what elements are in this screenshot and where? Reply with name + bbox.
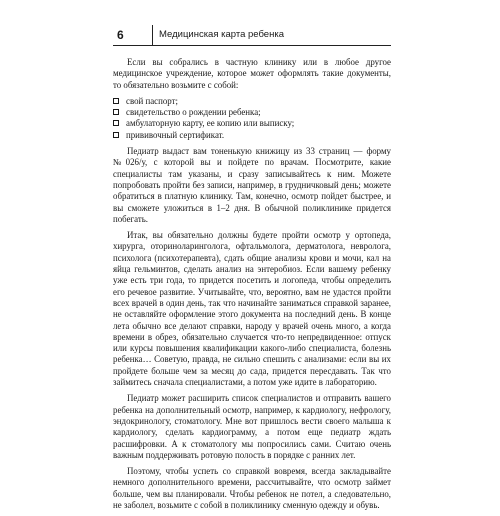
list-item <box>113 96 391 107</box>
checkbox-bullet-icon <box>113 98 119 104</box>
checkbox-bullet-icon <box>113 120 119 126</box>
list-item-text: прививочный сертификат. <box>126 129 225 140</box>
list-item <box>113 130 391 141</box>
page-header <box>113 25 391 46</box>
page-number: 6 <box>113 25 153 45</box>
paragraph: Итак, вы обязательно должны будете пройти осмотр у ортопеда, хирурга, оториноларинголога, офтальмолога, дерматолога, невролога, психолога (психотерапевта), сдать общие анализы крови и мочи, кал на яйца гельминтов, сделать анализ на энтеробиоз. Если вашему ребенку уже есть три года, то придется посетить и логопеда, чтобы определить его речевое развитие. Учитывайте, что, вероятно, вам не удастся пройти всех врачей в один день, так что начинайте заниматься справкой заранее, не оставляйте оформление этого документа на последний день. В конце лета обычно все делают справки, народу у врачей очень много, а когда времени в обрез, обязательно случается что-то непредвиденное: отпуск или курсы повышения квалификации какого-либо специалиста, болезнь ребенка… Советую, правда, не сильно спешить с анализами: если вы их пройдете больше чем за месяц до сада, придется пересдавать. Так что займитесь сначала специалистами, а потом уже идите в лабораторию. <box>113 230 391 388</box>
documents-list <box>113 96 391 141</box>
checkbox-bullet-icon <box>113 109 119 115</box>
checkbox-bullet-icon <box>113 132 119 138</box>
running-title: Медицинская карта ребенка <box>159 29 284 40</box>
list-item <box>113 118 391 129</box>
list-item <box>113 107 391 118</box>
list-item-text: амбулаторную карту, ее копию или выписку; <box>126 118 295 129</box>
paragraph-intro: Если вы собрались в частную клинику или в любое другое медицинское учреждение, которое может оформлять такие документы, то обязательно возьмите с собой: <box>113 57 391 90</box>
list-item-text: свидетельство о рождении ребенка; <box>126 107 261 118</box>
paragraph: Поэтому, чтобы успеть со справкой вовремя, всегда закладывайте немного дополнительного времени, рассчитывайте, что осмотр займет больше, чем вы планировали. Чтобы ребенок не потел, а следовательно, не заболел, возьмите с собой в поликлинику сменную одежду и обувь. <box>113 466 391 510</box>
body-text <box>113 57 391 516</box>
list-item-text: свой паспорт; <box>126 95 178 106</box>
paragraph: Педиатр может расширить список специалистов и отправить вашего ребенка на дополнительный осмотр, например, к кардиологу, нефрологу, эндокринологу, стоматологу. Мне вот пришлось вести своего малыша к кардиологу, сделать кардиограмму, а потом еще педиатр ждать расшифровки. А к стоматологу мы попросились сами. Считаю очень важным поддерживать ротовую полость в порядке с ранних лет. <box>113 393 391 460</box>
paragraph: Педиатр выдаст вам тоненькую книжицу из 33 страниц — форму №026/у, с которой вы и пойдете по врачам. Посмотрите, какие специалисты там указаны, и сразу записывайтесь к ним. Можете попробовать пройти без записи, например, в грудничковый день; можете обратиться в платную клинику. Там, конечно, осмотр пойдет быстрее, и вы сможете уложиться в 1–2 дня. В обычной поликлинике придется побегать. <box>113 146 391 224</box>
